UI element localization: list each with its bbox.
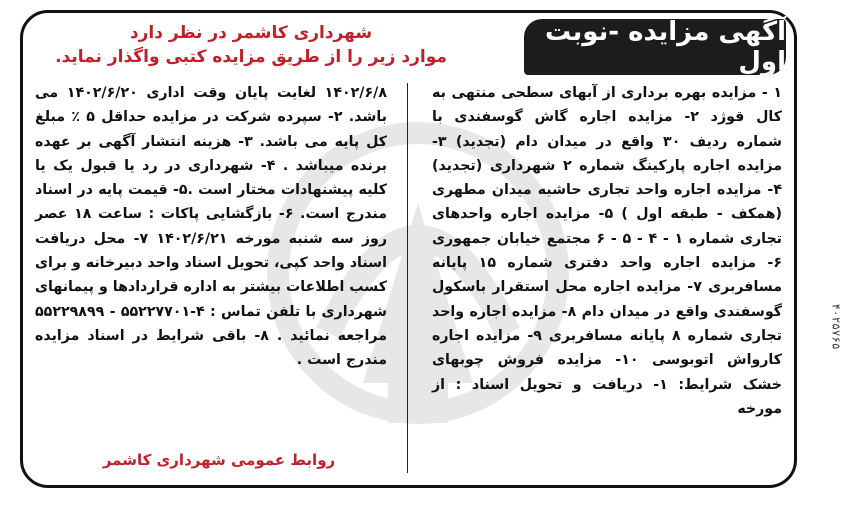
notice-header	[37, 21, 465, 69]
header-line-2: موارد زیر را از طریق مزایده کتبی واگذار نماید.	[55, 47, 447, 67]
column-divider	[407, 83, 408, 473]
side-code-right: ۴۰۲۵۷۶۵	[829, 303, 842, 350]
signature-line: روابط عمومی شهرداری کاشمر	[102, 451, 336, 469]
notice-frame	[20, 10, 797, 488]
header-line-1: شهرداری کاشمر در نظر دارد	[129, 23, 373, 43]
notice-title-text: آگهی مزایده -نوبت اول	[544, 17, 786, 77]
left-column-text: ۱۴۰۲/۶/۸ لغایت پایان وقت اداری ۱۴۰۲/۶/۲۰ می باشد. ۲- سپرده شرکت در مزایده حداقل ۵ ٪ مبلغ کل پایه می باشد. ۳- هزینه انتشار آگهی بر عهده برنده میباشد . ۴- شهرداری در رد یا قبول یک یا کلیه پیشنهادات مختار است .۵- قیمت پایه در اسناد مندرج است. ۶- بازگشایی پاکات : ساعت ۱۸ عصر روز سه شنبه مورخه ۱۴۰۲/۶/۲۱ ۷- محل دریافت اسناد واحد کپی، تحویل اسناد واحد دبیرخانه و برای کسب اطلاعات بیشتر به اداره قراردادها و پیمانهای شهرداری با تلفن تماس : ۴-۵۵۲۲۷۷۰۱ - ۵۵۲۲۹۸۹۹ مراجعه نمائید . ۸- باقی شرایط در اسناد مزایده مندرج است .	[35, 85, 388, 369]
notice-title	[524, 19, 786, 75]
right-column-text: ۱ - مزایده بهره برداری از آبهای سطحی منتهی به کال قوژد ۲- مزایده اجاره گاش گوسفندی با شماره ردیف ۳۰ واقع در میدان دام (تجدید) ۳- مزایده اجاره پارکینگ شماره ۲ شهرداری (تجدید) ۴- مزایده اجاره واحد تجاری حاشیه میدان مطهری (همکف - طبقه اول ) ۵- مزایده اجاره واحدهای تجاری شماره ۱ - ۴ - ۵ - ۶ مجتمع خیابان جمهوری ۶- مزایده اجاره واحد دفتری شماره ۱۵ پایانه مسافربری ۷- مزایده اجاره محل استقرار باسکول گوسفندی واقع در میدان دام ۸- مزایده اجاره واحد تجاری شماره ۸ پایانه مسافربری ۹- مزایده اجاره کارواش اتوبوسی ۱۰- مزایده فروش چوبهای خشک شرایط: ۱- دریافت و تحویل اسناد : از مورخه	[432, 85, 783, 417]
